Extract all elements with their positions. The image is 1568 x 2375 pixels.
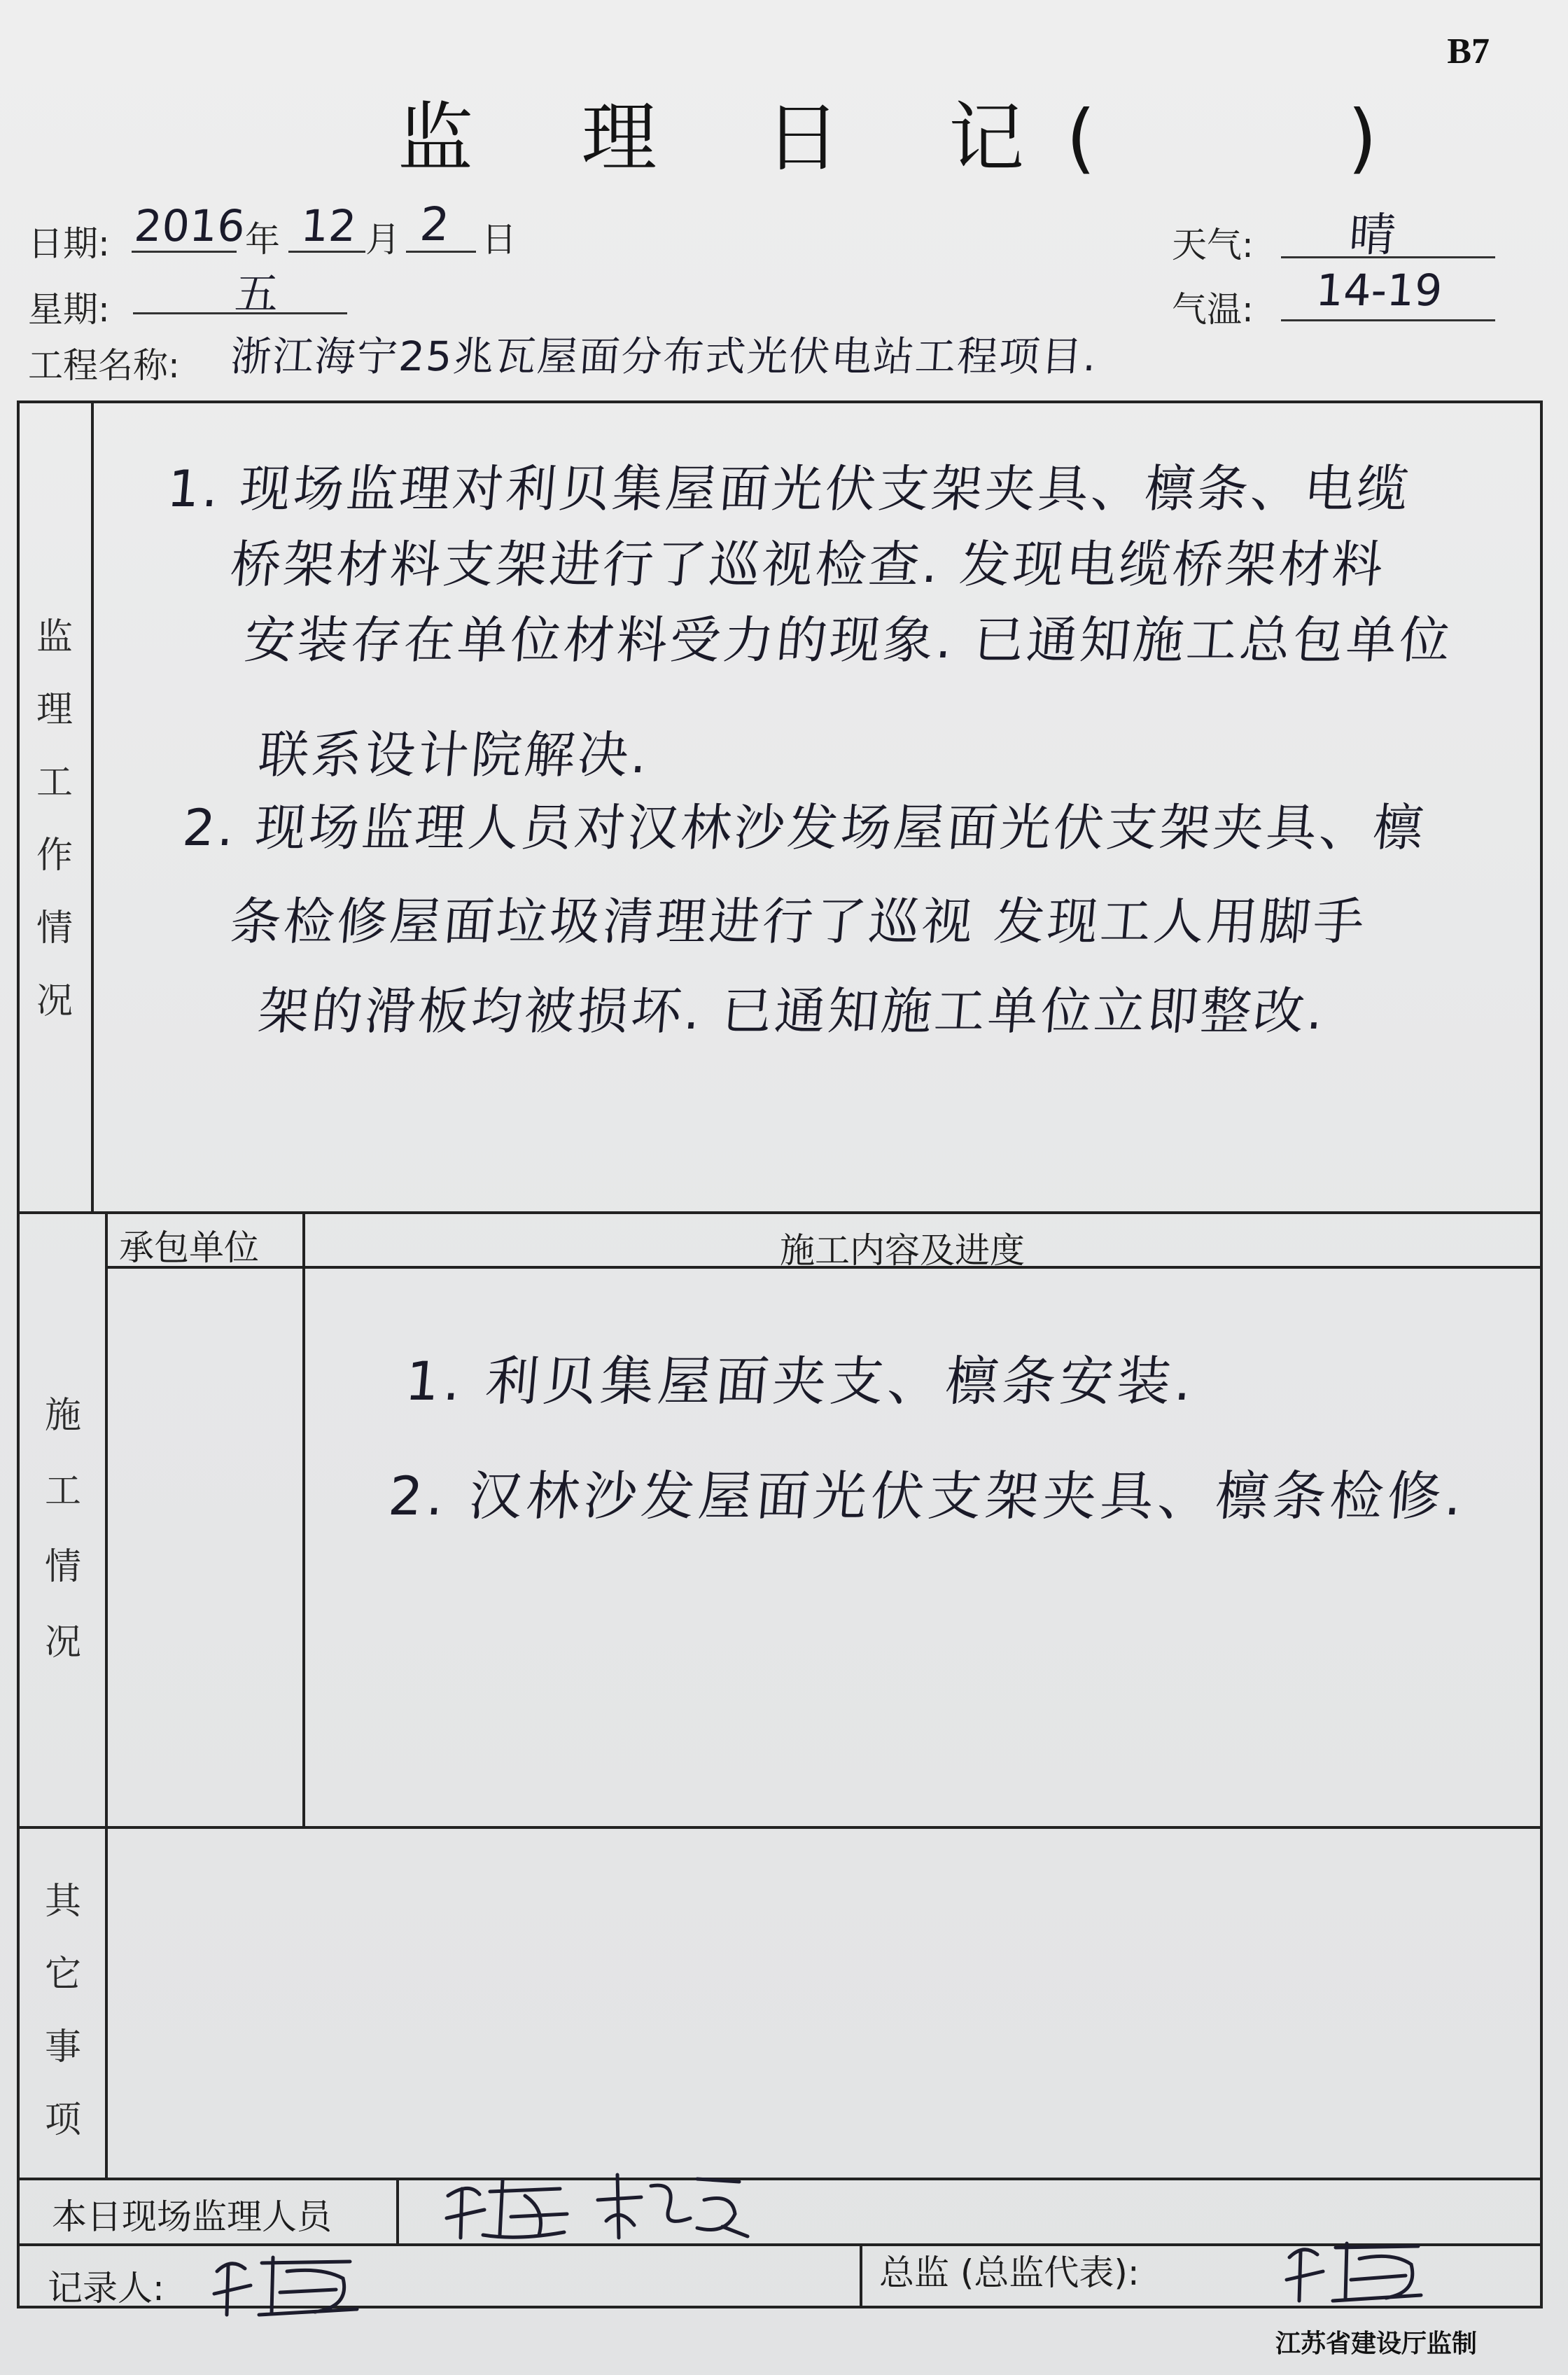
month-unit-label: 月 xyxy=(365,219,400,260)
contractor-column-divider xyxy=(302,1211,305,1827)
construction-section-bottom xyxy=(17,1826,1543,1829)
title-text: 监 理 日 记( xyxy=(398,95,1138,182)
issuer-footnote: 江苏省建设厅监制 xyxy=(1275,2329,1477,2358)
supervision-line-3: 安装存在单位材料受力的现象. 已通知施工总包单位 xyxy=(241,611,1455,669)
other-matters-label: 其 它 事 项 xyxy=(44,1881,81,2141)
temperature-value: 14-19 xyxy=(1314,265,1444,316)
supervision-line-7: 架的滑板均被损坏. 已通知施工单位立即整改. xyxy=(255,982,1329,1040)
recorder-signature xyxy=(210,2250,364,2320)
progress-line-1: 1. 利贝集屋面夹支、檩条安装. xyxy=(402,1350,1199,1412)
construction-label: 施 工 情 况 xyxy=(44,1395,81,1664)
supervision-section-bottom xyxy=(17,1211,1543,1214)
temperature-underline xyxy=(1281,319,1495,321)
other-label-divider xyxy=(105,1826,108,2179)
weekday-label: 星期: xyxy=(28,289,110,330)
date-month-value: 12 xyxy=(299,200,358,251)
staff-signature-2 xyxy=(592,2165,753,2242)
other-section-bottom xyxy=(17,2178,1543,2180)
temperature-label: 气温: xyxy=(1172,289,1254,330)
weekday-underline xyxy=(133,312,347,314)
date-label: 日期: xyxy=(28,223,110,264)
staff-signature-1 xyxy=(441,2168,574,2245)
on-site-staff-label: 本日现场监理人员 xyxy=(52,2196,332,2237)
supervision-line-2: 桥架材料支架进行了巡视检查. 发现电缆桥架材料 xyxy=(227,535,1388,594)
contractor-column-header: 承包单位 xyxy=(119,1227,259,1268)
progress-line-2: 2. 汉林沙发屋面光伏支架夹具、檩条检修. xyxy=(386,1465,1469,1527)
weather-value: 晴 xyxy=(1347,208,1398,262)
weather-label: 天气: xyxy=(1172,225,1254,265)
supervision-line-4: 联系设计院解决. xyxy=(255,725,653,784)
supervision-line-5: 2. 现场监理人员对汉林沙发场屋面光伏支架夹具、檩 xyxy=(180,798,1429,857)
supervision-line-6: 条检修屋面垃圾清理进行了巡视 发现工人用脚手 xyxy=(227,892,1370,951)
form-code: B7 xyxy=(1447,32,1490,71)
supervision-label-divider xyxy=(91,401,94,1213)
supervision-line-1: 1. 现场监理对利贝集屋面光伏支架夹具、檩条、电缆 xyxy=(164,459,1413,518)
recorder-chief-divider xyxy=(860,2243,862,2308)
project-name-value: 浙江海宁25兆瓦屋面分布式光伏电站工程项目. xyxy=(229,333,1100,380)
project-name-label: 工程名称: xyxy=(28,345,180,386)
chief-supervisor-label: 总监 (总监代表): xyxy=(879,2252,1140,2293)
weekday-value: 五 xyxy=(233,268,281,319)
construction-label-divider xyxy=(105,1211,108,1827)
recorder-label: 记录人: xyxy=(48,2268,164,2308)
page-title xyxy=(398,77,1377,186)
date-year-underline xyxy=(132,251,237,253)
weather-underline xyxy=(1281,256,1495,258)
date-month-underline xyxy=(288,251,365,253)
day-unit-label: 日 xyxy=(482,219,517,260)
date-day-underline xyxy=(406,251,476,253)
date-day-value: 2 xyxy=(418,197,451,251)
staff-label-divider xyxy=(396,2178,399,2245)
title-close-paren: ) xyxy=(1348,95,1378,182)
year-unit-label: 年 xyxy=(245,219,280,260)
chief-supervisor-signature xyxy=(1281,2238,1428,2308)
content-progress-column-header: 施工内容及进度 xyxy=(780,1230,1025,1271)
supervision-work-label: 监 理 工 作 情 况 xyxy=(36,616,73,1022)
date-year-value: 2016 xyxy=(132,200,247,251)
